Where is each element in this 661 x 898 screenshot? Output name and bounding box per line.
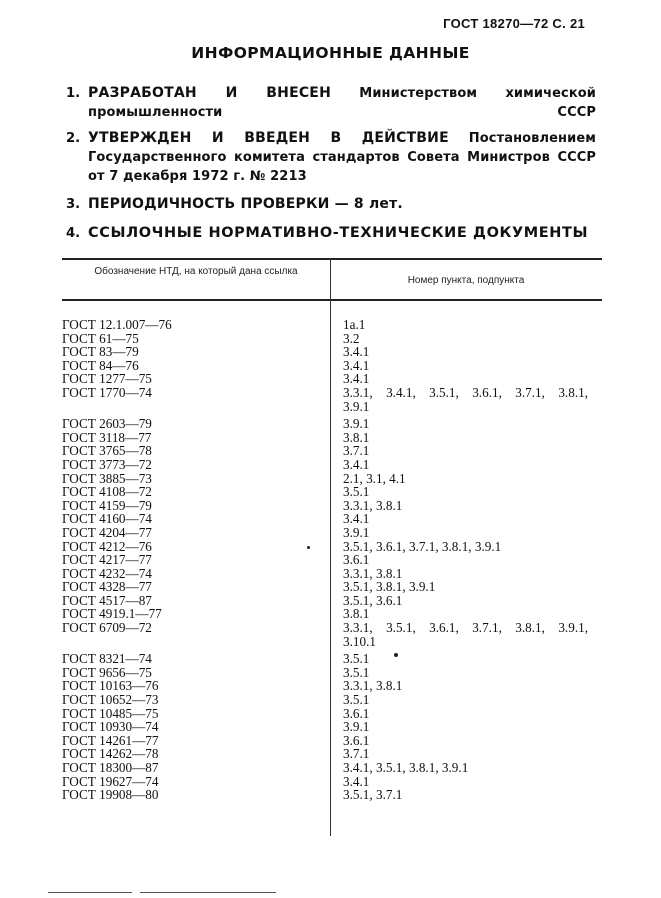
ntd-designation: ГОСТ 2603—79 bbox=[62, 416, 152, 432]
ntd-designation: ГОСТ 3118—77 bbox=[62, 429, 152, 445]
table-row bbox=[0, 526, 661, 540]
section-number: 2. bbox=[66, 131, 81, 146]
footer-rule bbox=[140, 892, 276, 893]
clause-numbers: 3.5.1, 3.6.1, 3.7.1, 3.8.1, 3.9.1 bbox=[343, 538, 502, 554]
clause-numbers: 3.6.1 bbox=[343, 552, 370, 568]
section-lead: РАЗРАБОТАН И ВНЕСЕН bbox=[88, 85, 331, 101]
table-header-right: Номер пункта, подпункта bbox=[407, 275, 525, 286]
table-row bbox=[0, 761, 661, 775]
table-row bbox=[0, 734, 661, 748]
clause-numbers: 3.5.1, 3.7.1 bbox=[343, 787, 403, 803]
ntd-designation: ГОСТ 18300—87 bbox=[62, 760, 159, 775]
ntd-designation: ГОСТ 83—79 bbox=[62, 344, 139, 360]
ntd-designation: ГОСТ 1277—75 bbox=[62, 371, 152, 387]
section-rest: Министерством химической промышленности СССР bbox=[88, 86, 596, 120]
section-1 bbox=[66, 84, 596, 122]
clause-numbers: 3.5.1 bbox=[343, 692, 370, 708]
table-row bbox=[0, 472, 661, 486]
table-row bbox=[0, 444, 661, 458]
ntd-designation: ГОСТ 10930—74 bbox=[62, 719, 159, 735]
clause-numbers: 3.7.1 bbox=[343, 443, 370, 459]
table-row bbox=[0, 652, 661, 666]
section-number: 1. bbox=[66, 86, 81, 101]
ntd-designation: ГОСТ 19908—80 bbox=[62, 787, 159, 803]
table-row bbox=[0, 400, 661, 414]
section-number: 4. bbox=[66, 226, 81, 241]
ntd-designation: ГОСТ 4232—74 bbox=[62, 565, 152, 581]
table-header-left: Обозначение НТД, на который дана ссылка bbox=[94, 266, 298, 277]
section-lead: УТВЕРЖДЕН И ВВЕДЕН В ДЕЙСТВИЕ bbox=[88, 130, 449, 146]
ntd-designation: ГОСТ 14262—78 bbox=[62, 746, 159, 762]
table-row bbox=[0, 594, 661, 608]
clause-numbers: 3.8.1 bbox=[343, 606, 370, 622]
section-text bbox=[66, 224, 596, 243]
ntd-designation: ГОСТ 10652—73 bbox=[62, 692, 159, 708]
clause-numbers: 2.1, 3.1, 4.1 bbox=[343, 470, 406, 486]
ntd-designation: ГОСТ 4517—87 bbox=[62, 592, 152, 608]
ntd-designation: ГОСТ 4212—76 bbox=[62, 538, 152, 554]
clause-numbers: 3.2 bbox=[343, 330, 360, 346]
table-row bbox=[0, 775, 661, 789]
running-head: ГОСТ 18270—72 С. 21 bbox=[443, 16, 585, 31]
clause-numbers: 3.6.1 bbox=[343, 732, 370, 748]
table-top-rule bbox=[62, 258, 602, 260]
table-body bbox=[0, 318, 661, 802]
table-row bbox=[0, 567, 661, 581]
table-row bbox=[0, 386, 661, 400]
clause-numbers: 3.6.1 bbox=[343, 705, 370, 721]
clause-numbers: 3.4.1 bbox=[343, 511, 370, 527]
section-2 bbox=[66, 129, 596, 186]
table-row bbox=[0, 621, 661, 635]
ntd-designation: ГОСТ 3773—72 bbox=[62, 456, 152, 472]
ntd-designation: ГОСТ 3885—73 bbox=[62, 470, 152, 486]
ntd-designation: ГОСТ 4159—79 bbox=[62, 497, 152, 513]
clause-numbers: 3.5.1, 3.8.1, 3.9.1 bbox=[343, 579, 436, 595]
section-text bbox=[66, 129, 596, 186]
clause-numbers: 3.9.1 bbox=[343, 416, 370, 432]
table-row bbox=[0, 666, 661, 680]
table-row bbox=[0, 553, 661, 567]
ntd-designation: ГОСТ 19627—74 bbox=[62, 773, 159, 789]
table-row bbox=[0, 607, 661, 621]
clause-numbers: 3.4.1 bbox=[343, 344, 370, 360]
clause-numbers: 1а.1 bbox=[343, 317, 366, 332]
ntd-designation: ГОСТ 10485—75 bbox=[62, 705, 159, 721]
clause-numbers: 3.3.1, 3.4.1, 3.5.1, 3.6.1, 3.7.1, 3.8.1, bbox=[343, 384, 588, 400]
table-row bbox=[0, 720, 661, 734]
ntd-designation: ГОСТ 4919.1—77 bbox=[62, 606, 162, 622]
clause-numbers: 3.4.1 bbox=[343, 456, 370, 472]
clause-numbers: 3.8.1 bbox=[343, 429, 370, 445]
table-row bbox=[0, 359, 661, 373]
section-lead: ПЕРИОДИЧНОСТЬ ПРОВЕРКИ — 8 лет. bbox=[88, 196, 403, 212]
table-header-rule bbox=[62, 299, 602, 301]
clause-numbers: 3.7.1 bbox=[343, 746, 370, 762]
section-4 bbox=[66, 224, 596, 243]
section-lead: ССЫЛОЧНЫЕ НОРМАТИВНО-ТЕХНИЧЕСКИЕ ДОКУМЕНТЫ bbox=[88, 225, 589, 241]
section-text bbox=[66, 195, 596, 214]
clause-numbers: 3.4.1 bbox=[343, 357, 370, 373]
section-rest: Постановлением Государственного комитета стандартов Совета Министров СССР от 7 декабря 1972 г. № 2213 bbox=[88, 131, 596, 184]
ntd-designation: ГОСТ 6709—72 bbox=[62, 620, 152, 636]
section-text bbox=[66, 84, 596, 122]
table-row bbox=[0, 417, 661, 431]
table-row bbox=[0, 580, 661, 594]
table-row bbox=[0, 345, 661, 359]
table-row bbox=[0, 431, 661, 445]
clause-numbers: 3.9.1 bbox=[343, 398, 370, 414]
ntd-designation: ГОСТ 14261—77 bbox=[62, 732, 159, 748]
clause-numbers: 3.3.1, 3.8.1 bbox=[343, 678, 403, 694]
table-row bbox=[0, 635, 661, 649]
clause-numbers: 3.4.1 bbox=[343, 773, 370, 789]
clause-numbers: 3.5.1, 3.6.1 bbox=[343, 592, 403, 608]
table-row bbox=[0, 372, 661, 386]
ntd-designation: ГОСТ 4160—74 bbox=[62, 511, 152, 527]
ntd-designation: ГОСТ 1770—74 bbox=[62, 384, 152, 400]
clause-numbers: 3.9.1 bbox=[343, 719, 370, 735]
ntd-designation: ГОСТ 4217—77 bbox=[62, 552, 152, 568]
clause-numbers: 3.3.1, 3.8.1 bbox=[343, 497, 403, 513]
footer-rule bbox=[48, 892, 132, 893]
clause-numbers: 3.5.1 bbox=[343, 664, 370, 680]
ntd-designation: ГОСТ 8321—74 bbox=[62, 651, 152, 667]
table-row bbox=[0, 693, 661, 707]
table-row bbox=[0, 332, 661, 346]
table-row bbox=[0, 485, 661, 499]
table-row bbox=[0, 458, 661, 472]
clause-numbers: 3.10.1 bbox=[343, 633, 376, 649]
clause-numbers: 3.3.1, 3.5.1, 3.6.1, 3.7.1, 3.8.1, 3.9.1, bbox=[343, 620, 588, 636]
section-3 bbox=[66, 195, 596, 214]
table-row bbox=[0, 540, 661, 554]
print-speck bbox=[307, 546, 310, 549]
clause-numbers: 3.4.1 bbox=[343, 371, 370, 387]
table-row bbox=[0, 318, 661, 332]
ntd-designation: ГОСТ 4204—77 bbox=[62, 524, 152, 540]
ntd-designation: ГОСТ 9656—75 bbox=[62, 664, 152, 680]
clause-numbers: 3.9.1 bbox=[343, 524, 370, 540]
table-row bbox=[0, 788, 661, 802]
ntd-designation: ГОСТ 4328—77 bbox=[62, 579, 152, 595]
ntd-designation: ГОСТ 10163—76 bbox=[62, 678, 159, 694]
table-row bbox=[0, 707, 661, 721]
table-row bbox=[0, 679, 661, 693]
section-number: 3. bbox=[66, 197, 81, 212]
table-row bbox=[0, 499, 661, 513]
clause-numbers: 3.4.1, 3.5.1, 3.8.1, 3.9.1 bbox=[343, 760, 469, 775]
clause-numbers: 3.5.1 bbox=[343, 651, 370, 667]
clause-numbers: 3.5.1 bbox=[343, 484, 370, 500]
ntd-designation: ГОСТ 61—75 bbox=[62, 330, 139, 346]
ntd-designation: ГОСТ 12.1.007—76 bbox=[62, 317, 172, 332]
ntd-designation: ГОСТ 4108—72 bbox=[62, 484, 152, 500]
ntd-designation: ГОСТ 3765—78 bbox=[62, 443, 152, 459]
table-row bbox=[0, 512, 661, 526]
ntd-designation: ГОСТ 84—76 bbox=[62, 357, 139, 373]
print-speck bbox=[394, 653, 398, 657]
table-row bbox=[0, 747, 661, 761]
page-title: ИНФОРМАЦИОННЫЕ ДАННЫЕ bbox=[191, 44, 470, 62]
clause-numbers: 3.3.1, 3.8.1 bbox=[343, 565, 403, 581]
